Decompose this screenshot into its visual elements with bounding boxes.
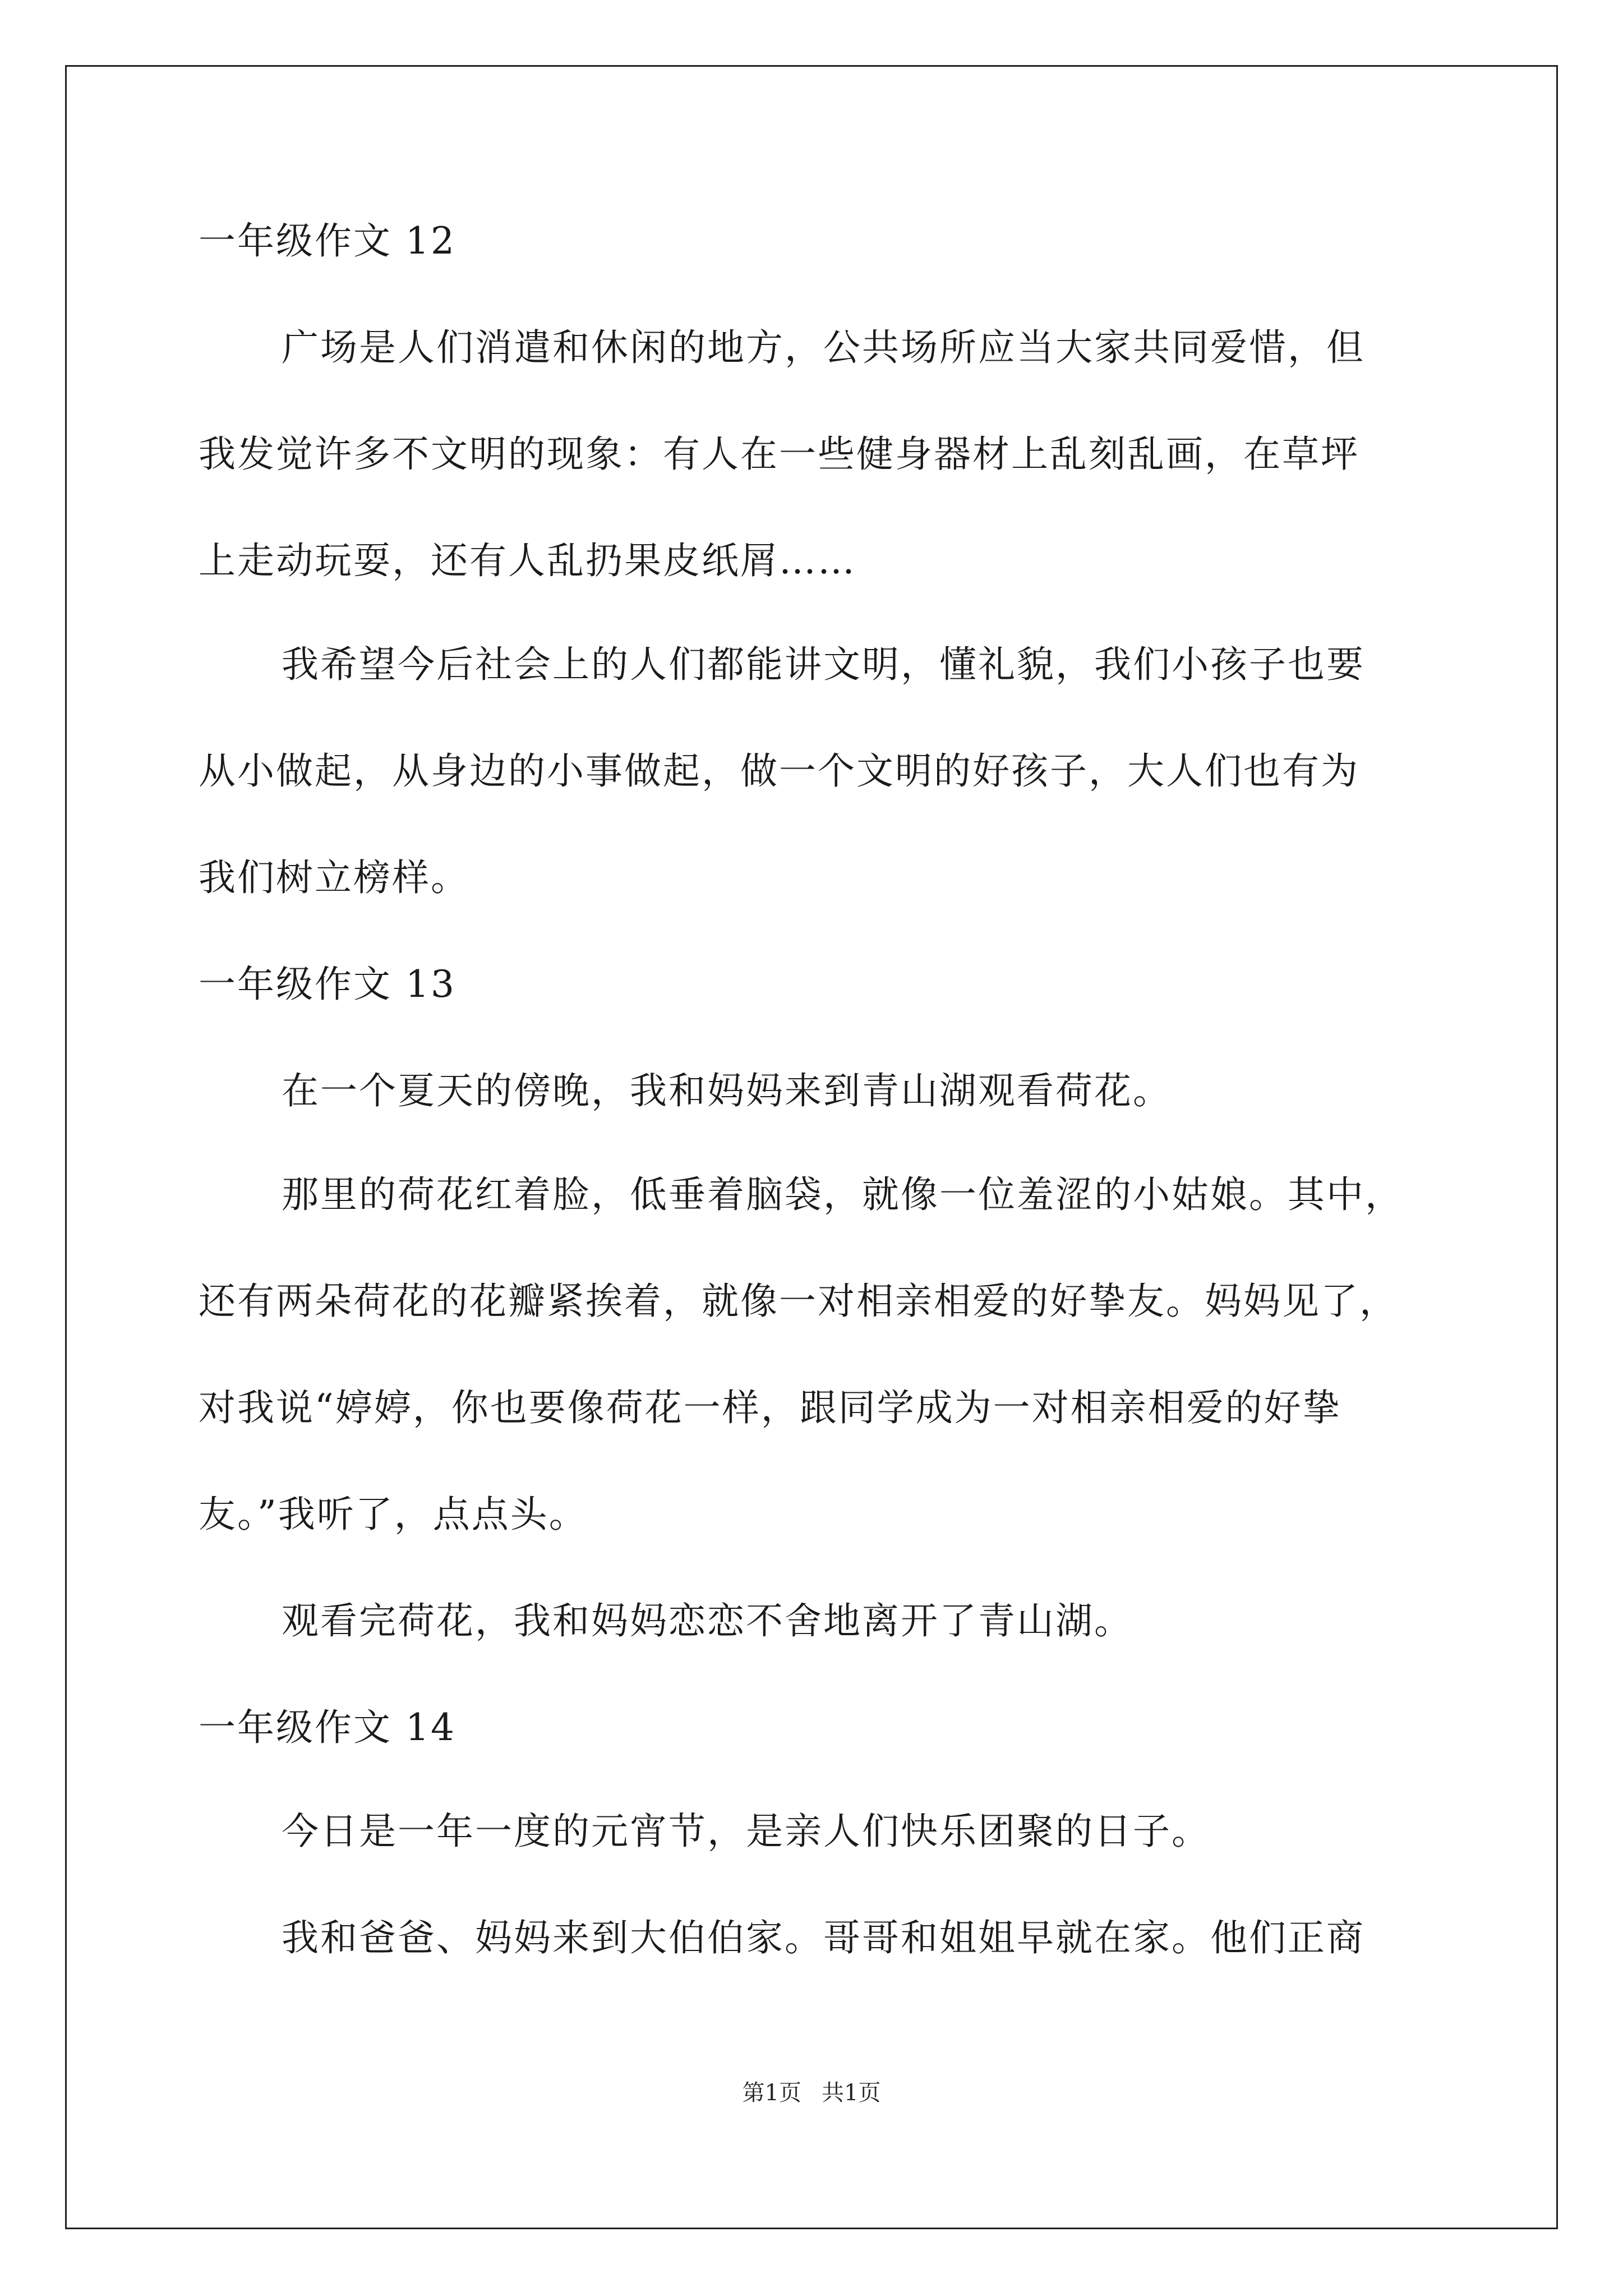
- paragraph-line: 我希望今后社会上的人们都能讲文明，懂礼貌，我们小孩子也要: [282, 643, 1365, 686]
- paragraph-line: 友。”我听了，点点头。: [199, 1493, 588, 1536]
- paragraph-line: 观看完荷花，我和妈妈恋恋不舍地离开了青山湖。: [282, 1599, 1133, 1642]
- page-border: [65, 65, 1558, 2229]
- essay-heading-14: 一年级作文 14: [199, 1706, 456, 1749]
- paragraph-line: 那里的荷花红着脸，低垂着脑袋，就像一位羞涩的小姑娘。其中，: [282, 1173, 1404, 1216]
- page-footer: [0, 2079, 1623, 2107]
- page-number-total: 共1页: [822, 2080, 881, 2106]
- paragraph-line: 广场是人们消遣和休闲的地方，公共场所应当大家共同爱惜，但: [282, 326, 1365, 369]
- paragraph-line: 还有两朵荷花的花瓣紧挨着，就像一对相亲相爱的好挚友。妈妈见了，: [199, 1280, 1398, 1323]
- paragraph-line: 我和爸爸、妈妈来到大伯伯家。哥哥和姐姐早就在家。他们正商: [282, 1916, 1365, 1959]
- paragraph-line: 我们树立榜样。: [199, 856, 469, 899]
- paragraph-line: 从小做起，从身边的小事做起，做一个文明的好孩子，大人们也有为: [199, 749, 1359, 793]
- paragraph-line: 上走动玩耍，还有人乱扔果皮纸屑……: [199, 539, 856, 582]
- essay-heading-12: 一年级作文 12: [199, 219, 456, 263]
- paragraph-line: 在一个夏天的傍晚，我和妈妈来到青山湖观看荷花。: [282, 1069, 1172, 1112]
- paragraph-line: 对我说“婷婷，你也要像荷花一样，跟同学成为一对相亲相爱的好挚: [199, 1386, 1341, 1429]
- essay-heading-13: 一年级作文 13: [199, 963, 456, 1006]
- paragraph-line: 今日是一年一度的元宵节，是亲人们快乐团聚的日子。: [282, 1810, 1210, 1853]
- page-number-current: 第1页: [742, 2080, 801, 2106]
- paragraph-line: 我发觉许多不文明的现象：有人在一些健身器材上乱刻乱画，在草坪: [199, 432, 1359, 476]
